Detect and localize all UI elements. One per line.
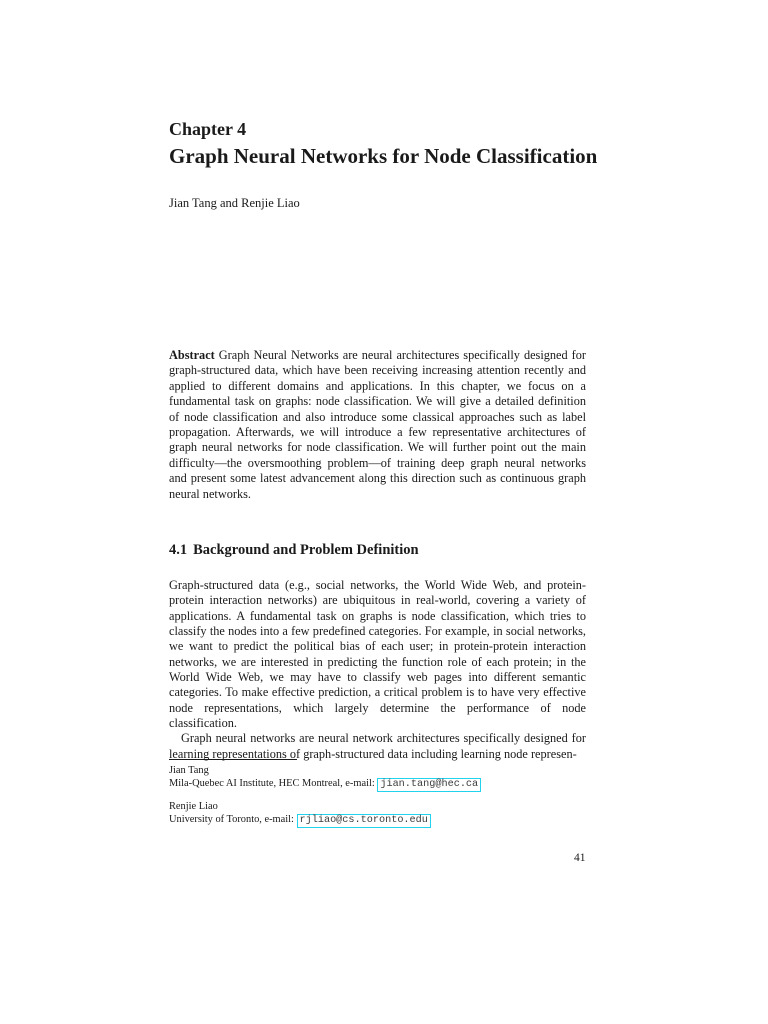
body-paragraph: Graph-structured data (e.g., social networks, the World Wide Web, and protein-protein interaction networks) are ubiquitous in real-world, covering a variety of applications. A fundamental task on graphs is node classification, which tries to classify the nodes into a few predefined categories. For example, in social networks, we want to predict the political bias of each user; in protein-protein interaction networks, we are interested in predicting the function role of each protein; in the World Wide Web, we may have to classify web pages into different semantic categories. To make effective prediction, a critical problem is to have very effective node representations, which largely determine the performance of node classification.	[169, 578, 586, 731]
body-paragraph: Graph neural networks are neural network architectures specifically designed for learning representations of graph-structured data including learning node represen-	[169, 731, 586, 761]
page-number: 41	[574, 852, 586, 864]
footnote-affiliation: Mila-Quebec AI Institute, HEC Montreal, e-mail:	[169, 778, 378, 789]
section-body	[169, 578, 586, 762]
footnote-affiliation-line	[169, 777, 589, 792]
footnotes	[169, 764, 589, 836]
abstract-label: Abstract	[169, 348, 215, 362]
footnote-author-name: Jian Tang	[169, 765, 209, 776]
footnote-entry	[169, 800, 589, 828]
email-link[interactable]: rjliao@cs.toronto.edu	[297, 814, 431, 828]
section-title: Background and Problem Definition	[193, 542, 419, 558]
footnote-entry	[169, 764, 589, 792]
footnote-affiliation-line	[169, 813, 589, 828]
section-heading	[169, 540, 419, 560]
section-number: 4.1	[169, 542, 188, 558]
chapter-title: Graph Neural Networks for Node Classification	[169, 144, 598, 168]
footnote-affiliation: University of Toronto, e-mail:	[169, 814, 297, 825]
chapter-authors: Jian Tang and Renjie Liao	[169, 196, 300, 210]
footnote-divider	[169, 759, 297, 760]
footnote-author-name: Renjie Liao	[169, 801, 218, 812]
abstract-text: Graph Neural Networks are neural architectures specifically designed for graph-structured data, which have been receiving increasing attention recently and applied to different domains and applications. In this chapter, we focus on a fundamental task on graphs: node classification. We will give a detailed definition of node classification and also introduce some classical approaches such as label propagation. Afterwards, we will introduce a few representative architectures of graph neural networks for node classification. We will further point out the main difficulty—the oversmoothing problem—of training deep graph neural networks and present some latest advancement along this direction such as continuous graph neural networks.	[169, 348, 586, 501]
email-link[interactable]: jian.tang@hec.ca	[377, 778, 481, 792]
abstract	[169, 348, 586, 502]
chapter-label: Chapter 4	[169, 119, 247, 139]
